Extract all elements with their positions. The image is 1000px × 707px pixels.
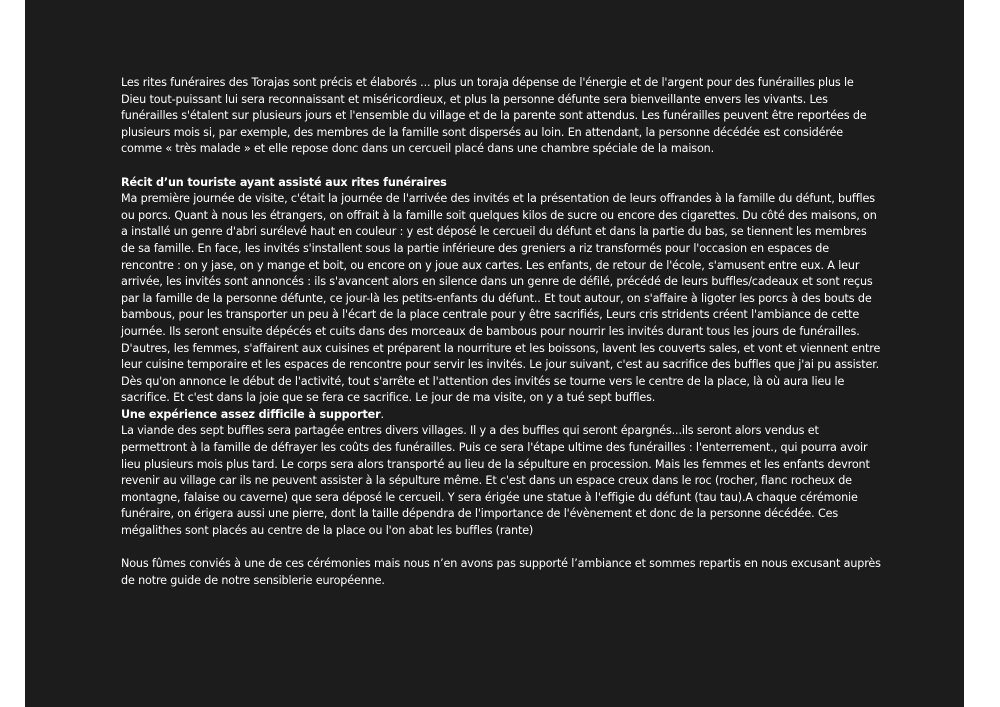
- recit-paragraph: Ma première journée de visite, c'était la journée de l'arrivée des invités et la présentation de leurs offrandes à la famille du défunt, buffles ou porcs. Quant à nous les étrangers, on offrait à la famille soit quelques kilos de sucre ou encore des cigarettes. Du côté des maisons, on a installé un genre d'abri surélevé haut en couleur : y est déposé le cercueil du défunt et dans la partie du bas, se tiennent les membres de sa famille. En face, les invités s'installent sous la partie inférieure des greniers a riz transformés pour l'occasion en espaces de rencontre : on y jase, on y mange et boit, ou encore on y joue aux cartes. Les enfants, de retour de l'école, s'amusent entre eux. A leur arrivée, les invités sont annoncés : ils s'avancent alors en silence dans un genre de défilé, précédé de leurs buffles/cadeaux et sont reçus par la famille de la personne défunte, ce jour-là les petits-enfants du défunt.. Et tout autour, on s'affaire à ligoter les porcs à des bouts de bambous, pour les transporter un peu à l'écart de la place centrale pour y être sacrifiés, Leurs cris stridents créent l'ambiance de cette journée. Ils seront ensuite dépécés et cuits dans des morceaux de bambous pour nourrir les invités durant tous les jours de funérailles. D'autres, les femmes, s'affairent aux cuisines et préparent la nourriture et les boissons, lavent les couverts sales, et vont et viennent entre leur cuisine temporaire et les espaces de rencontre pour servir les invités. Le jour suivant, c'est au sacrifice des buffles que j'ai pu assister. Dès qu'on annonce le début de l'activité, tout s'arrête et l'attention des invités se tourne vers le centre de la place, là où aura lieu le sacrifice. Et c'est dans la joie que se fera ce sacrifice. Le jour de ma visite, on y a tué sept buffles.: [121, 192, 881, 405]
- paragraph-spacer: [121, 158, 881, 175]
- conclusion-paragraph: Nous fûmes conviés à une de ces cérémonies mais nous n’en avons pas supporté l’ambiance et sommes repartis en nous excusant auprès de notre guide de notre sensiblerie européenne.: [121, 557, 881, 587]
- document-body: [121, 75, 881, 589]
- experience-heading-suffix: .: [380, 407, 384, 421]
- paragraph-spacer: [121, 540, 881, 557]
- document-page: [25, 0, 964, 707]
- experience-heading-text: Une expérience assez difficile à supporter: [121, 407, 381, 421]
- section-heading-recit: Récit d’un touriste ayant assisté aux rites funéraires: [121, 175, 447, 189]
- experience-paragraph: La viande des sept buffles sera partagée entres divers villages. Il y a des buffles qui seront épargnés...ils seront alors vendus et permettront à la famille de défrayer les coûts des funérailles. Puis ce sera l'étape ultime des funérailles : l'enterrement., qui pourra avoir lieu plusieurs mois plus tard. Le corps sera alors transporté au lieu de la sépulture en procession. Mais les femmes et les enfants devront revenir au village car ils ne peuvent assister à la sépulture même. Et c'est dans un espace creux dans le roc (rocher, flanc rocheux de montagne, falaise ou caverne) que sera déposé le cercueil. Y sera érigée une statue à l'effigie du défunt (tau tau).A chaque cérémonie funéraire, on érigera aussi une pierre, dont la taille dépendra de l'importance de l'évènement et donc de la personne décédée. Ces mégalithes sont placés au centre de la place ou l'on abat les buffles (rante): [121, 424, 870, 538]
- intro-paragraph: Les rites funéraires des Torajas sont précis et élaborés ... plus un toraja dépense de l'énergie et de l'argent pour des funérailles plus le Dieu tout-puissant lui sera reconnaissant et miséricordieux, et plus la personne défunte sera bienveillante envers les vivants. Les funérailles s'étalent sur plusieurs jours et l'ensemble du village et de la parente sont attendus. Les funérailles peuvent être reportées de plusieurs mois si, par exemple, des membres de la famille sont dispersés au loin. En attendant, la personne décédée est considérée comme « très malade » et elle repose donc dans un cercueil placé dans une chambre spéciale de la maison.: [121, 76, 867, 156]
- section-heading-experience: [121, 407, 881, 424]
